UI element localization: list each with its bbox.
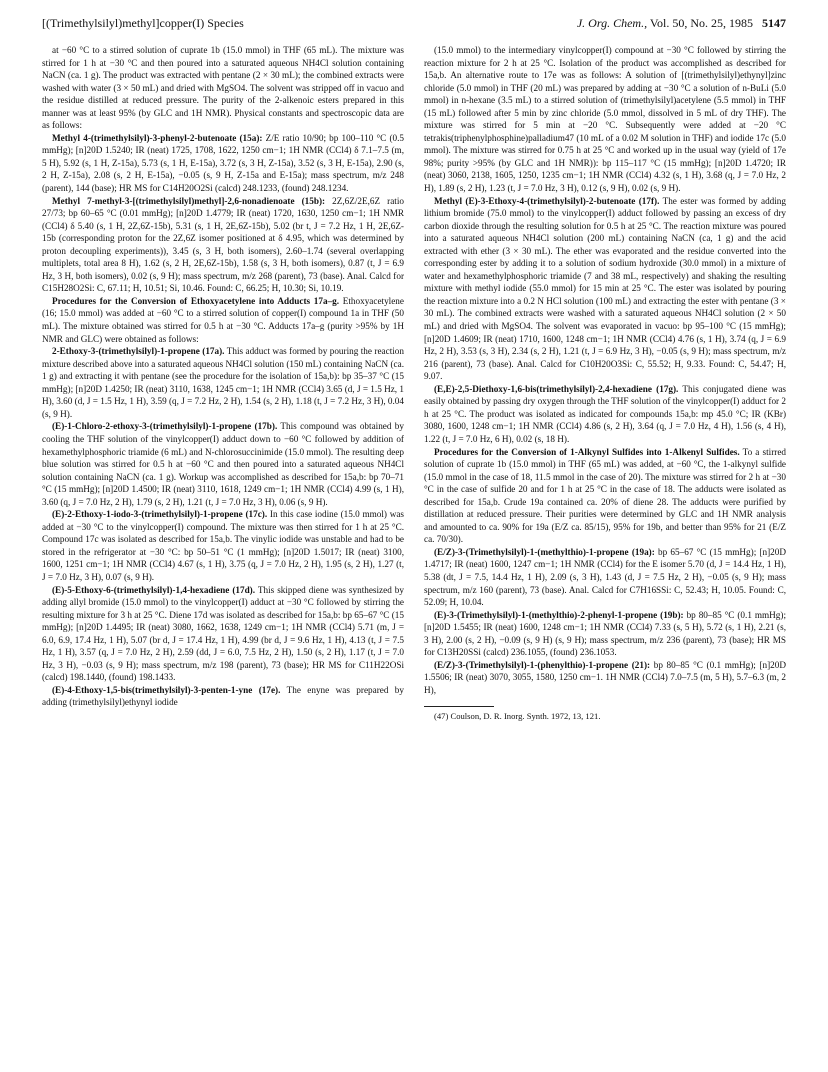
compound-title: (E)-5-Ethoxy-6-(trimethylsilyl)-1,4-hexadiene (17d).	[52, 584, 256, 595]
paragraph	[42, 684, 404, 709]
journal-citation	[577, 14, 786, 32]
paragraph	[42, 132, 404, 195]
paragraph	[424, 546, 786, 609]
footnote: (47) Coulson, D. R. Inorg. Synth. 1972, 13, 121.	[434, 711, 601, 722]
compound-title: Methyl 4-(trimethylsilyl)-3-phenyl-2-butenoate (15a):	[52, 132, 263, 143]
journal-volume: Vol. 50, No. 25, 1985	[649, 16, 753, 30]
compound-title: (E/Z)-3-(Trimethylsilyl)-1-(phenylthio)-1-propene (21):	[434, 659, 651, 670]
compound-title: (E)-1-Chloro-2-ethoxy-3-(trimethylsilyl)-1-propene (17b).	[52, 421, 278, 432]
paragraph-text: This adduct was formed by pouring the reaction mixture described above into a saturated aqueous NH4Cl solution (150 mL) containing NaCN (ca. 1 g) and extracting it with pentane (see the procedure for the isolation of 15a,b): bp 35–37 °C (15 mmHg); [n]20D 1.4250; IR (neat) 3110, 1638, 1245 cm−1; 1H NMR (CCl4) 3.65 (d, J = 1.5 Hz, 1 H), 3.60 (d, J = 1.5 Hz, 1 H), 3.59 (q, J = 7.2 Hz, 2 H), 1.54 (s, 2 H), 1.18 (t, J = 7.2 Hz, 3 H), 0.04 (s, 9 H).	[42, 346, 404, 419]
right-column-body	[424, 44, 786, 696]
journal-name: J. Org. Chem.,	[576, 16, 648, 30]
paragraph	[42, 195, 404, 295]
running-title: [(Trimethylsilyl)methyl]copper(I) Species	[42, 16, 244, 30]
compound-title: (E,E)-2,5-Diethoxy-1,6-bis(trimethylsilyl)-2,4-hexadiene (17g).	[434, 383, 679, 394]
paragraph-text: The enyne was prepared by adding (trimethylsilyl)ethynyl iodide	[42, 684, 404, 708]
paragraph-text: In this case iodine (15.0 mmol) was added at −30 °C to the vinylcopper(I) compound. The mixture was then stirred for 1 h at 25 °C. Compound 17c was isolated as described for 15a,b. The vinylic iodide was unstable and had to be stored in the refrigerator at −30 °C: bp 50–51 °C (1 mmHg); [n]20D 1.5017; IR (neat) 3100, 1600, 1251 cm−1; 1H NMR (CCl4) 4.67 (s, 1 H), 3.75 (q, J = 7.0 Hz, 2 H), 1.95 (s, 2 H), 1.27 (t, J = 7.0 Hz, 3 H), 0.07 (s, 9 H).	[42, 509, 404, 582]
paragraph	[42, 420, 404, 508]
left-column	[42, 44, 404, 709]
paragraph	[42, 345, 404, 420]
paragraph	[42, 584, 404, 684]
paragraph	[424, 659, 786, 697]
compound-title: (E)-4-Ethoxy-1,5-bis(trimethylsilyl)-3-penten-1-yne (17e).	[52, 684, 281, 695]
paragraph-text: (15.0 mmol) to the intermediary vinylcopper(I) compound at −30 °C followed by stirring the reaction mixture for 2 h at 25 °C. Isolation of the product was accomplished as described for 15a,b. An alternative route to 17e was as follows: A solution of [(trimethylsilyl)ethynyl]zinc chloride (5.0 mmol) in THF (20 mL) was prepared by adding at −30 °C a solution of n-BuLi (5.0 mmol) in n-hexane (3.5 mL) to a stirred solution of (trimethylsilyl)acetylene (5.5 mmol) in THF (15 mL) followed after 5 min by zinc chloride (5.0 mmol, dissolved in 5 mL of dry THF). The mixture was stirred for 5 min at −20 °C. Subsequently were added at −20 °C tetrakis(triphenylphosphine)palladium47 (10 mL of a 0.02 M solution in THF) and iodide 17c (5.0 mmol). The mixture was stirred for 0.75 h at 25 °C and worked up in the usual way (yield of 17e 98%; purity >95% (by GLC and 1H NMR)): bp 115–117 °C (15 mmHg); [n]20D 1.4720; IR (neat) 3060, 2138, 1605, 1250, 1235 cm−1; 1H NMR (CCl4) 4.32 (s, 1 H), 3.68 (q, J = 7.0 Hz, 2 H), 1.89 (s, 2 H), 1.23 (t, J = 7.0 Hz, 3 H), 0.12 (s, 9 H), 0.02 (s, 9 H).	[424, 45, 786, 194]
compound-title: Procedures for the Conversion of 1-Alkynyl Sulfides into 1-Alkenyl Sulfides.	[434, 446, 740, 457]
compound-title: 2-Ethoxy-3-(trimethylsilyl)-1-propene (17a).	[52, 346, 225, 357]
paragraph-text: bp 80–85 °C (0.1 mmHg); [n]20D 1.5506; IR (neat) 3070, 3055, 1580, 1250 cm−1. 1H NMR (CCl4) 7.0–7.5 (m, 5 H), 5.7–6.3 (m, 2 H),	[424, 659, 787, 695]
compound-title: Methyl (E)-3-Ethoxy-4-(trimethylsilyl)-2-butenoate (17f).	[434, 195, 660, 206]
paragraph-text: This skipped diene was synthesized by adding allyl bromide (15.0 mmol) to the vinylcopper(I) adduct at −30 °C followed by stirring the resulting mixture for 3 h at 25 °C. Diene 17d was isolated as described for 15a,b: bp 65–67 °C (15 mmHg); [n]20D 1.4495; IR (neat) 3080, 1662, 1638, 1249 cm−1; 1H NMR (CCl4) 5.71 (m, J = 6.0, 6.9, 17.4 Hz, 1 H), 5.07 (br d, J = 17.4 Hz, 1 H), 4.99 (br d, J = 9.6 Hz, 1 H), 4.13 (t, J = 7.5 Hz, 1 H), 3.57 (q, J = 7.0 Hz, 2 H), 2.59 (dd, J = 6.0, 7.5 Hz, 2 H), 1.50 (s, 2 H), 1.17 (t, J = 7.0 Hz, 3 H), −0.03 (s, 9 H); mass spectrum, m/z 198 (parent), 73 (base); HR MS for C11H22OSi (calcd) 198.1440, (found) 198.1433.	[42, 584, 404, 683]
paragraph-text: bp 80–85 °C (0.1 mmHg); [n]20D 1.5455; IR (neat) 1600, 1248 cm−1; 1H NMR (CCl4) 7.33 (s, 5 H), 5.72 (s, 1 H), 2.21 (s, 3 H), 2.00 (s, 2 H), −0.09 (s, 9 H) (s, 9 H); mass spectrum, m/z 236 (parent), 73 (base); HR MS for C13H20SSi (calcd) 236.1055, (found) 236.1053.	[424, 609, 787, 658]
running-header	[42, 14, 786, 32]
paragraph	[424, 383, 786, 446]
paragraph-text: To a stirred solution of cuprate 1b (15.0 mmol) in THF (65 mL) was added, at −60 °C, the 1-alkynyl sulfide (15.0 mmol in the case of 18, 11.5 mmol in the case of 20). The mixture was stirred for 2 h at −30 °C in the case of sulfide 20 and for 1 h at 25 °C in the case of 18. The adducts were isolated as described for 15a,b. Crude 19a contained ca. 20% of diene 28. The adducts were purified by distillation at reduced pressure. Their purities were determined by GLC and 1H NMR analysis and amounted to ca. 90% for 19a (E/Z ca. 85/15), 95% for 19b, and better than 95% for 21 (E/Z ca. 70/30).	[424, 446, 786, 545]
page-number: 5147	[762, 16, 786, 30]
paragraph-text: This compound was obtained by cooling the THF solution of the vinylcopper(I) adduct down to −60 °C followed by addition of hexamethylphosphoric triamide (6 mL) and N-chlorosuccinimide (15.0 mmol). The resulting deep blue solution was stirred for 0.5 h at −60 °C and then poured into a saturated aqueous NH4Cl solution containing NaCN (ca. 1 g). Workup was accomplished as described for 15a,b: bp 70–71 °C (15 mmHg); [n]20D 1.4500; IR (neat) 3110, 1618, 1249 cm−1; 1H NMR (CCl4) 4.99 (s, 1 H), 3.60 (q, J = 7.0 Hz, 2 H), 1.79 (s, 2 H), 1.21 (t, J = 7.0 Hz, 3 H), 0.06 (s, 9 H).	[42, 421, 404, 507]
paragraph-text: bp 65–67 °C (15 mmHg); [n]20D 1.4717; IR (neat) 1600, 1247 cm−1; 1H NMR (CCl4) for the E isomer 5.70 (d, J = 14.4 Hz, 1 H), 5.38 (dt, J = 7.5, 14.4 Hz, 1 H), 2.09 (s, 3 H), 1.43 (d, J = 7.5 Hz, 2 H), −0.05 (s, 9 H); mass spectrum, m/z 160 (parent), 73 (base). Anal. Calcd for C7H16SSi: C, 52.43; H, 10.05. Found: C, 52.09; H, 10.04.	[424, 546, 786, 608]
paragraph	[424, 609, 786, 659]
footnote-rule	[424, 706, 494, 707]
paragraph-text: 2Z,6Z/2E,6Z ratio 27/73; bp 60–65 °C (0.01 mmHg); [n]20D 1.4779; IR (neat) 1720, 1630, 1250 cm−1; 1H NMR (CCl4) δ 5.40 (s, 1 H, 2Z,6Z-15b), 5.31 (s, 1 H, 2E,6Z-15b), 5.02 (br t, J = 7.2 Hz, 1 H, 2E,6Z-15b (corresponding proton for the 2Z,6Z isomer positioned at δ 4.95, which was determined by proton decoupling experiments)), 3.45 (s, 3 H, both isomers), 2.60–1.74 (several overlapping multiplets, total area 8 H), 1.62 (s, 2 H, 2E,6Z-15b), 1.58 (s, 3 H, both isomers), 0.87 (t, J = 6.9 Hz, 3 H, both isomers), 0.02 (s, 9 H); mass spectrum, m/z 268 (parent), 73 (base). Anal. Calcd for C15H28O2Si: C, 67.11; H, 10.51; Si, 10.46. Found: C, 66.25; H, 10.30; Si, 10.19.	[42, 195, 404, 294]
compound-title: (E)-3-(Trimethylsilyl)-1-(methylthio)-2-phenyl-1-propene (19b):	[434, 609, 684, 620]
paragraph	[424, 195, 786, 383]
compound-title: Procedures for the Conversion of Ethoxyacetylene into Adducts 17a–g.	[52, 295, 340, 306]
paragraph-text: The ester was formed by adding lithium bromide (75.0 mmol) to the vinylcopper(I) adduct followed by passing an excess of dry carbon dioxide through the resulting solution for 0.5 h at 25 °C. The reaction mixture was poured into a saturated aqueous NH4Cl solution (200 mL) containing NaCN (ca, 1 g) and the acid extracted with ether (3 × 30 mL). The ether was evaporated and the residue converted into the corresponding ester by adding it to a solution of sodium hydroxide (30.0 mmol) in a mixture of water and hexamethylphosphoric triamide (7 and 38 mL, respectively) and shaking the resulting mixture with methyl iodide (55.0 mmol) for 15 min at 25 °C. The ester was isolated by pouring the reaction mixture into a 0.2 N HCl solution (100 mL) and extracting the ester with pentane (3 × 30 mL). The combined extracts were washed with a saturated aqueous NH4Cl solution (2 × 50 mL) and dried with MgSO4. The solvent was evaporated in vacuo: bp 95–100 °C (15 mmHg); [n]20D 1.4609; IR (neat) 1710, 1600, 1248 cm−1; 1H NMR (CCl4) 4.76 (s, 1 H), 3.74 (q, J = 6.9 Hz, 2 H), 3.53 (s, 3 H), 2.34 (s, 2 H), 1.21 (t, J = 6.9 Hz, 3 H), −0.05 (s, 9 H); mass spectrum, m/z 216 (parent), 73 (base). Anal. Calcd for C10H20O3Si: C, 55.52; H, 9.33. Found: C, 54.47; H, 9.07.	[424, 195, 786, 382]
paragraph-text: Ethoxyacetylene (16; 15.0 mmol) was added at −60 °C to a stirred solution of copper(I) compound 1a in THF (50 mL). The mixture obtained was stirred for 0.5 h at −30 °C. Adducts 17a–g (purity >95% by 1H NMR and GLC) were obtained as follows:	[42, 295, 404, 344]
right-column	[424, 44, 786, 722]
paragraph	[42, 508, 404, 583]
paragraph	[42, 44, 404, 132]
paragraph-text: Z/E ratio 10/90; bp 100–110 °C (0.5 mmHg); [n]20D 1.5240; IR (neat) 1725, 1708, 1622, 1250 cm−1; 1H NMR (CCl4) δ 7.1–7.5 (m, 5 H), 5.92 (s, 1 H, Z-15a), 5.73 (s, 1 H, E-15a), 3.72 (s, 3 H, Z-15a), 3.52 (s, 3 H, E-15a), 2.90 (s, 2 H, Z-15a), 2.08 (s, 2 H, E-15a), −0.05 (s, 9 H, Z-15a and E-15a); mass spectrum, m/z 248 (parent), 144 (base); HR MS for C14H20O2Si (calcd) 248.1233, (found) 248.1234.	[42, 132, 404, 194]
paragraph	[424, 446, 786, 546]
paragraph-text: at −60 °C to a stirred solution of cuprate 1b (15.0 mmol) in THF (65 mL). The mixture was stirred for 1 h at −30 °C and then poured into a saturated aqueous NH4Cl solution containing NaCN (ca. 1 g). The product was extracted with pentane (2 × 30 mL); the combined extracts were washed with water (3 × 50 mL) and dried with MgSO4. The solvent was stripped off in vacuo and the residue distilled at reduced pressure. The purity of the 2-alkenoic esters prepared in this manner was at least 95% (by GLC and 1H NMR). Physical constants and spectroscopic data are as follows:	[42, 45, 404, 131]
compound-title: Methyl 7-methyl-3-[(trimethylsilyl)methyl]-2,6-nonadienoate (15b):	[52, 195, 326, 206]
paragraph	[42, 295, 404, 345]
compound-title: (E/Z)-3-(Trimethylsilyl)-1-(methylthio)-1-propene (19a):	[434, 546, 655, 557]
compound-title: (E)-2-Ethoxy-1-iodo-3-(trimethylsilyl)-1-propene (17c).	[52, 509, 268, 520]
paragraph	[424, 44, 786, 195]
paragraph-text: This conjugated diene was easily obtained by passing dry oxygen through the THF solution of the vinylcopper(I) adduct for 2 h at 25 °C. The product was isolated as indicated for compounds 15a,b: mp 45.0 °C; IR (KBr) 3080, 1600, 1248 cm−1; 1H NMR (CCl4) 4.86 (s, 2 H), 3.64 (q, J = 7.0 Hz, 4 H), 1.56 (s, 4 H), 1.22 (t, J = 7.0 Hz, 6 H), 0.02 (s, 18 H).	[424, 383, 786, 444]
